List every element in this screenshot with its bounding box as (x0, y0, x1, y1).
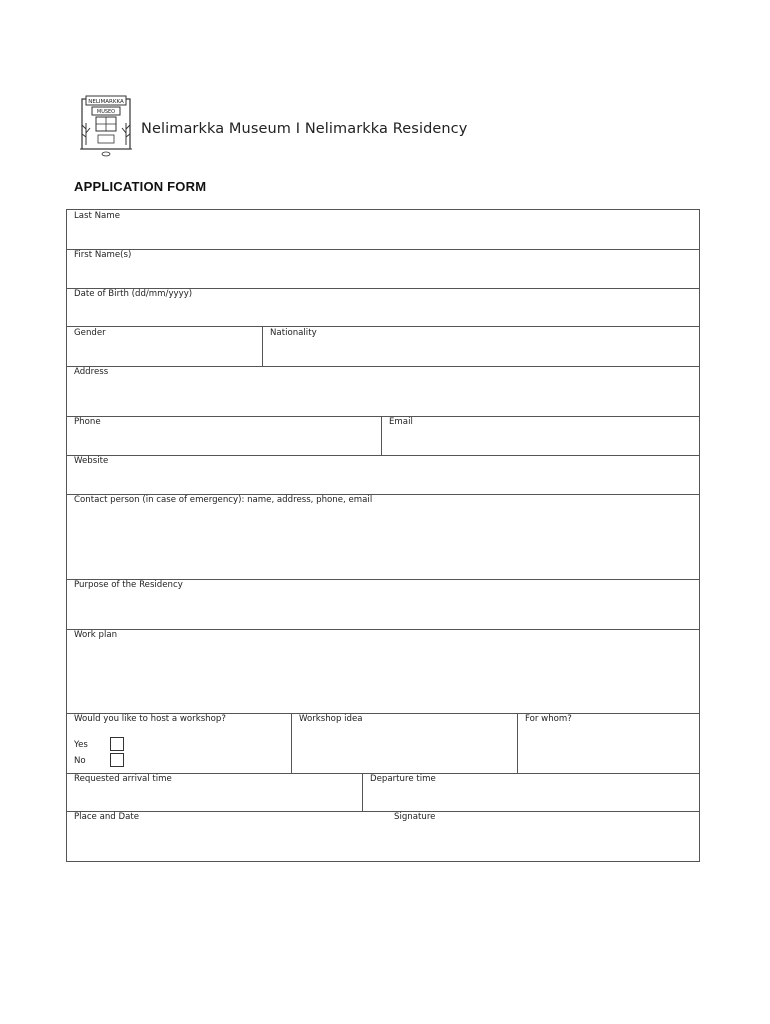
svg-text:NELIMARKKA: NELIMARKKA (88, 99, 124, 105)
arrival-label: Requested arrival time (74, 774, 172, 784)
last-name-label: Last Name (74, 211, 120, 221)
purpose-label: Purpose of the Residency (74, 580, 183, 590)
for-whom-label: For whom? (525, 714, 572, 724)
gender-field[interactable] (67, 327, 262, 366)
svg-text:MUSEO: MUSEO (96, 109, 116, 115)
workshop-question-label: Would you like to host a workshop? (74, 714, 226, 724)
departure-field[interactable] (362, 773, 699, 811)
place-date-field[interactable] (67, 811, 387, 861)
email-label: Email (389, 417, 413, 427)
place-date-label: Place and Date (74, 812, 140, 822)
row-workshop (67, 713, 699, 774)
row-gender-nationality (67, 327, 699, 367)
row-date-of-birth[interactable] (67, 288, 699, 327)
nationality-label: Nationality (270, 328, 317, 338)
gender-label: Gender (74, 328, 106, 338)
arrival-field[interactable] (67, 773, 362, 811)
form-title: APPLICATION FORM (74, 179, 207, 194)
row-first-names[interactable] (67, 249, 699, 289)
museum-title: Nelimarkka Museum I Nelimarkka Residency (141, 121, 468, 137)
workshop-question-field (67, 713, 291, 773)
nationality-field[interactable] (262, 327, 699, 366)
for-whom-field[interactable] (517, 713, 699, 773)
first-names-label: First Name(s) (74, 250, 132, 260)
signature-label: Signature (394, 812, 436, 822)
row-phone-email (67, 416, 699, 456)
workshop-no-checkbox[interactable] (110, 753, 124, 767)
workshop-idea-label: Workshop idea (299, 714, 363, 724)
workshop-idea-field[interactable] (291, 713, 517, 773)
departure-label: Departure time (370, 774, 436, 784)
workshop-yes-checkbox[interactable] (110, 737, 124, 751)
website-label: Website (74, 456, 109, 466)
row-address[interactable] (67, 366, 699, 417)
row-website[interactable] (67, 455, 699, 495)
row-last-name[interactable] (67, 210, 699, 250)
workshop-yes-label: Yes (74, 740, 88, 750)
email-field[interactable] (381, 416, 699, 455)
phone-field[interactable] (67, 416, 381, 455)
dob-label: Date of Birth (dd/mm/yyyy) (74, 289, 193, 299)
row-place-signature (67, 811, 699, 861)
row-contact-person[interactable] (67, 494, 699, 580)
contact-person-label: Contact person (in case of emergency): name, address, phone, email (74, 495, 373, 505)
workshop-no-label: No (74, 756, 86, 766)
header (76, 93, 476, 159)
phone-label: Phone (74, 417, 101, 427)
address-label: Address (74, 367, 109, 377)
row-work-plan[interactable] (67, 629, 699, 714)
application-form (66, 209, 700, 862)
signature-field[interactable] (387, 811, 699, 861)
row-purpose[interactable] (67, 579, 699, 630)
row-arrival-departure (67, 773, 699, 812)
work-plan-label: Work plan (74, 630, 118, 640)
museum-logo-icon (76, 93, 136, 159)
